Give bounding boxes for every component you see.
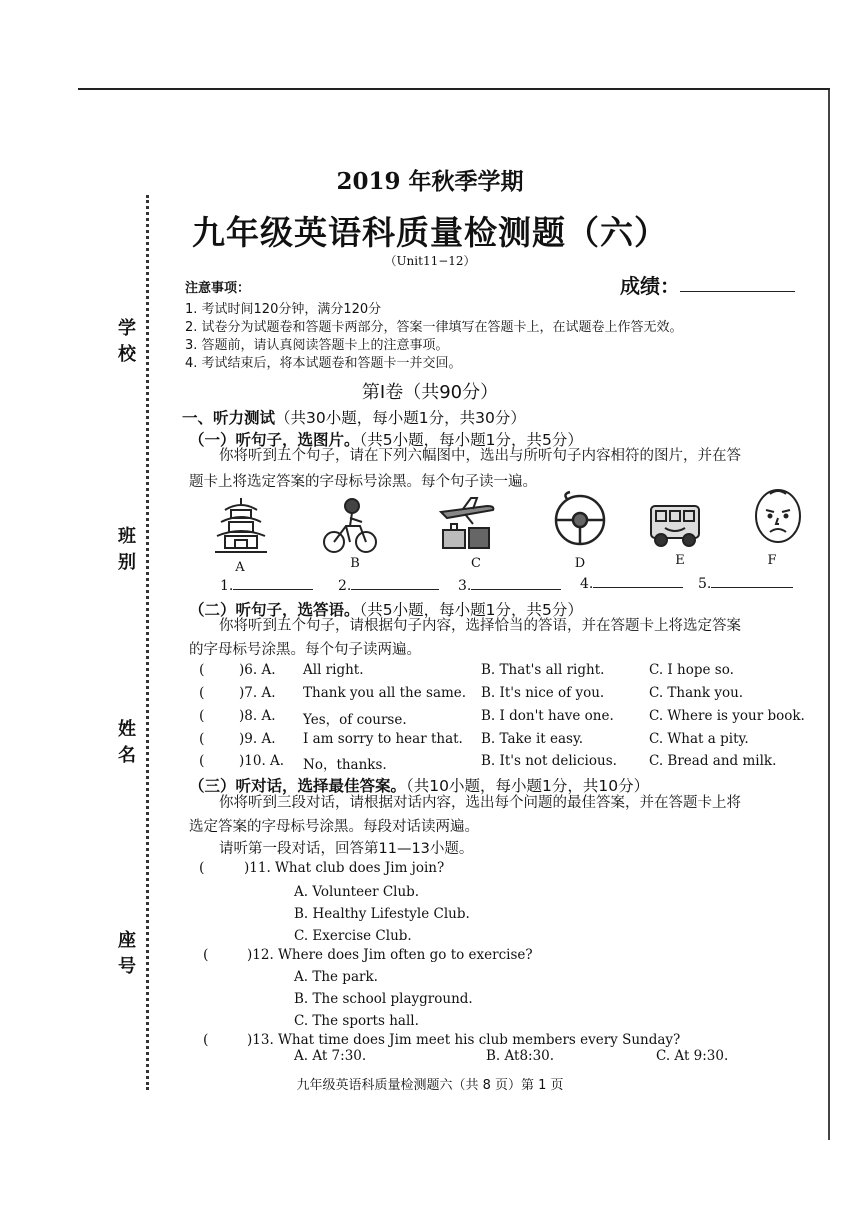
blank-number: 4. [580, 576, 594, 592]
score-label: 成绩： [620, 274, 680, 298]
blank-line[interactable] [711, 587, 793, 588]
side-label-class: 班别 [118, 526, 136, 573]
notice-item: 3. 答题前，请认真阅读答题卡上的注意事项。 [185, 338, 449, 353]
option-b: B. It's not delicious. [481, 753, 617, 769]
question-10 [199, 753, 819, 773]
question-number: )7. A. [239, 685, 276, 701]
option-c: C. Bread and milk. [649, 753, 777, 769]
blank-line[interactable] [593, 587, 683, 588]
question-12 [203, 947, 823, 963]
page-footer: 九年级英语科质量检测题六（共 8 页）第 1 页 [296, 1078, 564, 1093]
exam-term: 2019 年秋季学期 [336, 168, 524, 195]
question-11 [199, 860, 819, 876]
exam-title: 九年级英语科质量检测题（六） [192, 213, 668, 252]
answer-blank-3 [458, 578, 561, 594]
option-a: A. Volunteer Club. [294, 884, 420, 900]
question-stem: )13. What time does Jim meet his club members every Sunday? [247, 1032, 681, 1048]
option-a: All right. [303, 662, 364, 678]
sub2-instruction: 的字母标号涂黑。每个句子读两遍。 [189, 642, 421, 658]
sub1-instruction: 题卡上将选定答案的字母标号涂黑。每个句子读一遍。 [189, 474, 537, 490]
pagoda-icon [211, 496, 271, 556]
picture-label: F [767, 553, 777, 568]
question-number: )6. A. [239, 662, 276, 678]
notice-item: 1. 考试时间120分钟，满分120分 [185, 302, 382, 317]
answer-blank-1 [220, 578, 313, 594]
binding-dotted-line [146, 195, 149, 1090]
score-field[interactable] [680, 291, 795, 292]
answer-paren[interactable]: ( [199, 860, 205, 876]
option-a: A. At 7:30. [294, 1048, 367, 1064]
section-title: 第Ⅰ卷（共90分） [361, 382, 499, 403]
option-b: B. At8:30. [486, 1048, 555, 1064]
sub3-instruction: 你将听到三段对话，请根据对话内容，选出每个问题的最佳答案，并在答题卡上将 [219, 795, 741, 811]
school-bus-icon [645, 492, 705, 552]
sub1-title: （一）听句子，选图片。 [189, 431, 360, 449]
notice-item: 2. 试卷分为试题卷和答题卡两部分，答案一律填写在答题卡上，在试题卷上作答无效。 [185, 320, 683, 335]
sub1-note: （共5小题，每小题1分，共5分） [359, 431, 583, 449]
side-label-seat: 座号 [118, 930, 136, 977]
picture-label: A [235, 560, 245, 575]
airplane-luggage-icon [437, 492, 497, 552]
part1-title: 一、听力测试 [182, 409, 276, 427]
side-label-name: 姓名 [118, 719, 136, 766]
answer-paren[interactable]: ( [199, 662, 205, 678]
option-b: B. Take it easy. [481, 731, 584, 747]
option-b: B. I don't have one. [481, 708, 614, 724]
option-c: C. Exercise Club. [294, 928, 412, 944]
option-a: Yes，of course. [303, 712, 407, 728]
answer-blank-2 [338, 578, 439, 594]
question-number: )10. A. [239, 753, 285, 769]
answer-paren[interactable]: ( [203, 947, 209, 963]
question-13 [203, 1032, 823, 1048]
option-a: Thank you all the same. [303, 685, 467, 701]
sub3-note: （共10小题，每小题1分，共10分） [406, 777, 650, 795]
picture-label: D [574, 556, 586, 571]
blank-line[interactable] [351, 589, 439, 590]
question-7 [199, 685, 819, 701]
picture-label: B [350, 556, 360, 571]
answer-paren[interactable]: ( [199, 753, 205, 769]
answer-blank-4 [580, 576, 683, 592]
answer-paren[interactable]: ( [199, 708, 205, 724]
option-c: C. Thank you. [649, 685, 744, 701]
sub3-instruction: 选定答案的字母标号涂黑。每段对话读两遍。 [189, 819, 479, 835]
sub2-title: （二）听句子，选答语。 [189, 601, 360, 619]
question-stem: )11. What club does Jim join? [244, 860, 445, 876]
sub2-instruction: 你将听到五个句子，请根据句子内容，选择恰当的答语，并在答题卡上将选定答案 [219, 618, 741, 634]
option-c: C. The sports hall. [294, 1013, 419, 1029]
unit-range: （Unit11−12） [384, 254, 476, 268]
question-number: )8. A. [239, 708, 276, 724]
side-label-school: 学校 [118, 318, 136, 365]
notice-heading: 注意事项： [185, 281, 251, 296]
question-9 [199, 731, 819, 747]
option-c: C. I hope so. [649, 662, 734, 678]
blank-number: 2. [338, 578, 352, 594]
sub1-instruction: 你将听到五个句子，请在下列六幅图中，选出与所听句子内容相符的图片，并在答 [219, 448, 741, 464]
option-c: C. What a pity. [649, 731, 749, 747]
blank-number: 5. [698, 576, 712, 592]
steering-wheel-icon [550, 490, 610, 550]
option-b: B. Healthy Lifestyle Club. [294, 906, 470, 922]
sad-face-icon [748, 486, 808, 546]
notice-item: 4. 考试结束后，将本试题卷和答题卡一并交回。 [185, 356, 462, 371]
blank-line[interactable] [233, 589, 313, 590]
option-a: No，thanks. [303, 757, 387, 773]
option-b: B. The school playground. [294, 991, 473, 1007]
option-c: C. At 9:30. [656, 1048, 729, 1064]
sub3-instruction: 请听第一段对话，回答第11—13小题。 [219, 841, 474, 857]
cyclist-icon [320, 496, 380, 556]
top-rule [78, 88, 830, 90]
picture-label: E [675, 553, 685, 568]
answer-paren[interactable]: ( [203, 1032, 209, 1048]
sub3-title: （三）听对话，选择最佳答案。 [189, 777, 407, 795]
blank-number: 3. [458, 578, 472, 594]
question-6 [199, 662, 819, 678]
question-stem: )12. Where does Jim often go to exercise? [247, 947, 533, 963]
part1-heading [182, 406, 526, 428]
answer-paren[interactable]: ( [199, 731, 205, 747]
answer-paren[interactable]: ( [199, 685, 205, 701]
option-b: B. It's nice of you. [481, 685, 605, 701]
part1-note: （共30小题，每小题1分，共30分） [275, 409, 526, 427]
blank-number: 1. [220, 578, 234, 594]
question-number: )9. A. [239, 731, 276, 747]
question-8 [199, 708, 819, 728]
option-b: B. That's all right. [481, 662, 605, 678]
sub2-note: （共5小题，每小题1分，共5分） [359, 601, 583, 619]
option-c: C. Where is your book. [649, 708, 805, 724]
option-a: I am sorry to hear that. [303, 731, 463, 747]
option-a: A. The park. [294, 969, 378, 985]
picture-label: C [471, 556, 481, 571]
blank-line[interactable] [471, 589, 561, 590]
answer-blank-5 [698, 576, 793, 592]
